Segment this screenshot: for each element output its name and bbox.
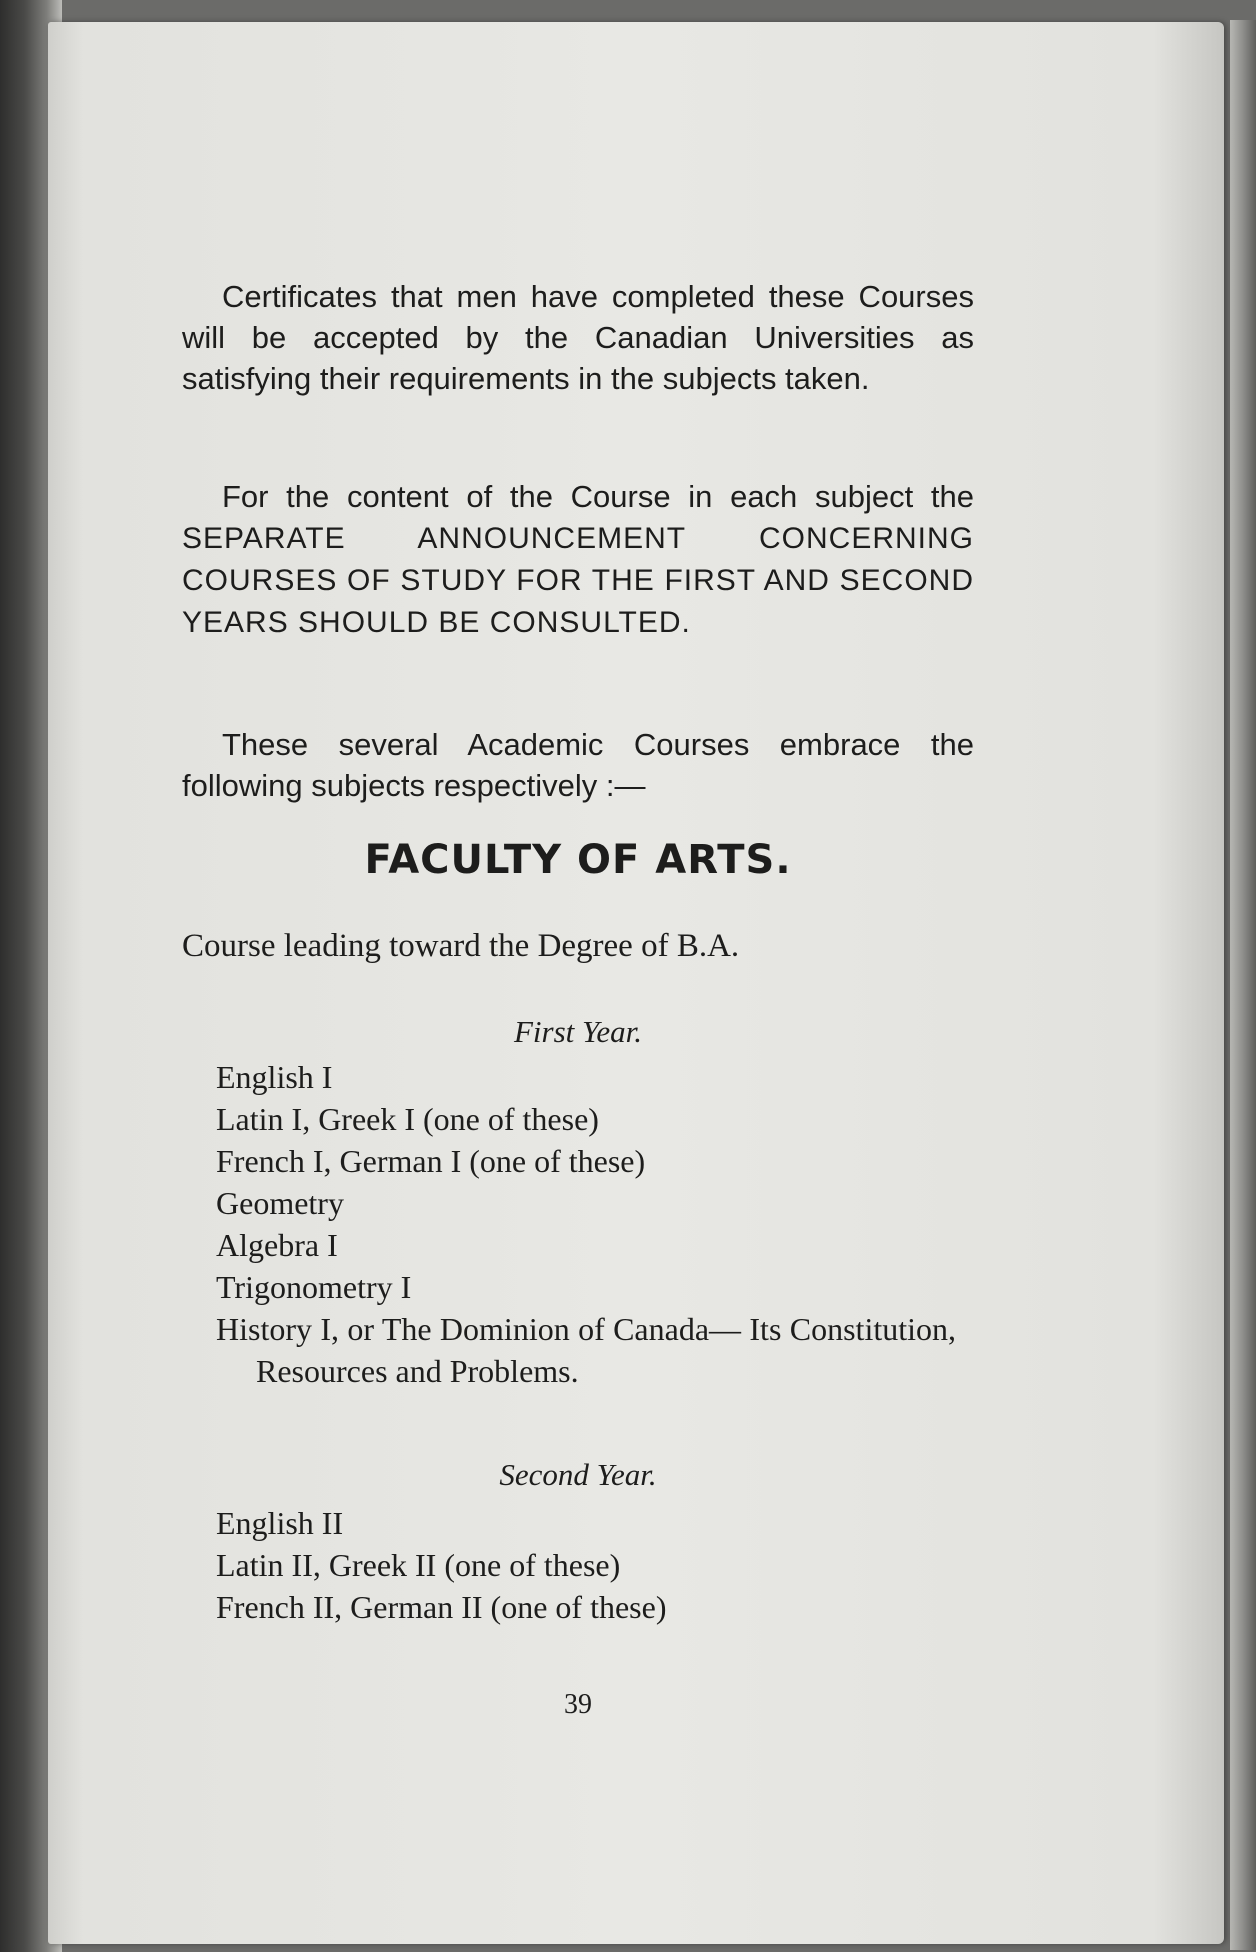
subject-item: Geometry — [216, 1185, 344, 1221]
subject-item: History I, or The Dominion of Canada— Its Constitution, Resources and Problems. — [216, 1311, 956, 1389]
certificates-paragraph: Certificates that men have completed these Courses will be accepted by the Canadian Universities as satisfying their requirements in the subjects taken. — [182, 279, 974, 396]
page-number: 39 — [564, 1689, 592, 1720]
course-line: Course leading toward the Degree of B.A. — [182, 928, 740, 964]
subject-item: French II, German II (one of these) — [216, 1589, 667, 1625]
subject-item: Latin I, Greek I (one of these) — [216, 1101, 599, 1137]
second-year-title: Second Year. — [499, 1457, 657, 1492]
subject-item: English II — [216, 1505, 344, 1541]
subject-item: English I — [216, 1059, 333, 1095]
first-year-title: First Year. — [513, 1014, 643, 1049]
subject-item: French I, German I (one of these) — [216, 1143, 646, 1179]
second-year-subjects — [216, 1502, 956, 1628]
first-year-subjects — [216, 1056, 956, 1392]
faculty-heading: FACULTY OF ARTS. — [364, 837, 792, 883]
content-paragraph-caps: SEPARATE ANNOUNCEMENT CONCERNING COURSES OF STUDY FOR THE FIRST AND SECOND YEARS SHOULD BE CONSULTED. — [182, 522, 974, 639]
content-paragraph — [182, 476, 974, 643]
content-paragraph-intro: For the content of the Course in each subject the — [222, 479, 974, 514]
subject-item: Algebra I — [216, 1227, 338, 1263]
embrace-paragraph: These several Academic Courses embrace the following subjects respectively :— — [182, 727, 974, 803]
subject-item: Trigonometry I — [216, 1269, 412, 1305]
subject-item: Latin II, Greek II (one of these) — [216, 1547, 621, 1583]
page-edge — [1230, 20, 1256, 1950]
